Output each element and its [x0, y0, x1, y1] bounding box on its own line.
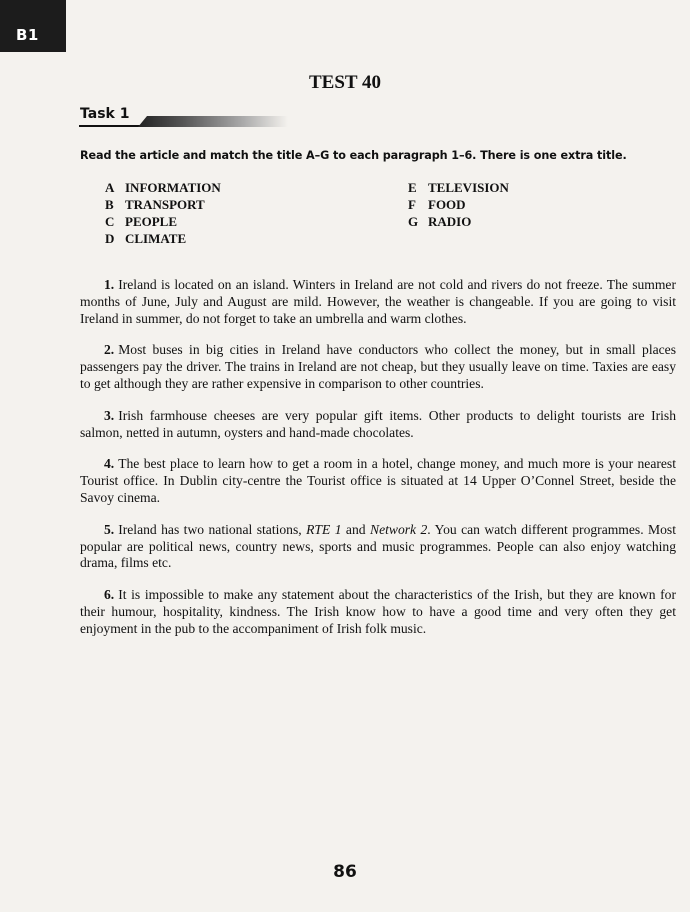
page-number: 86: [333, 862, 357, 882]
title-options-right: [408, 179, 509, 230]
paragraph-5: 5. Ireland has two national stations, RTE 1 and Network 2. You can watch different programmes. Most popular are political news, country news, sports and music programmes. People can also enjoy watching drama, films etc.: [80, 521, 676, 571]
title-option-g: G RADIO: [408, 214, 472, 229]
task-label: Task 1: [80, 106, 130, 122]
title-option-c: C PEOPLE: [105, 214, 178, 229]
article: [80, 277, 676, 653]
task-underline: [79, 125, 141, 127]
test-title: TEST 40: [309, 72, 381, 93]
title-option-f: F FOOD: [408, 197, 466, 212]
task-decor-bar: [138, 116, 288, 127]
level-badge-label: B1: [16, 26, 39, 44]
title-options-left: [105, 179, 221, 247]
paragraph-1: 1. Ireland is located on an island. Winters in Ireland are not cold and rivers do not freeze. The summer months of June, July and August are mild. However, the weather is changeable. If you are going to visit Ireland in summer, do not forget to take an umbrella and warm clothes.: [80, 277, 676, 326]
title-option-d: D CLIMATE: [105, 231, 187, 246]
paragraph-6: 6. It is impossible to make any statement about the characteristics of the Irish, but they are known for their humour, hospitality, kindness. The Irish know how to have a good time and very often they get enjoyment in the pub to the accompaniment of Irish folk music.: [80, 587, 676, 636]
title-option-e: E TELEVISION: [408, 180, 509, 195]
title-option-a: A INFORMATION: [105, 180, 221, 195]
task-instruction: Read the article and match the title A–G to each paragraph 1–6. There is one extra title.: [80, 149, 627, 162]
level-badge: [0, 0, 66, 52]
paragraph-2: 2. Most buses in big cities in Ireland have conductors who collect the money, but in small places passengers pay the driver. The trains in Ireland are not cheap, but they usually leave on time. Taxies are easy to get although they are rather expensive in comparison to other countries.: [80, 342, 676, 391]
title-option-b: B TRANSPORT: [105, 197, 205, 212]
paragraph-3: 3. Irish farmhouse cheeses are very popular gift items. Other products to delight tourists are Irish salmon, netted in autumn, oysters and hand-made chocolates.: [80, 407, 676, 440]
paragraph-4: 4. The best place to learn how to get a room in a hotel, change money, and much more is your nearest Tourist office. In Dublin city-centre the Tourist office is situated at 14 Upper O’Connel Street, beside the Savoy cinema.: [80, 456, 676, 505]
